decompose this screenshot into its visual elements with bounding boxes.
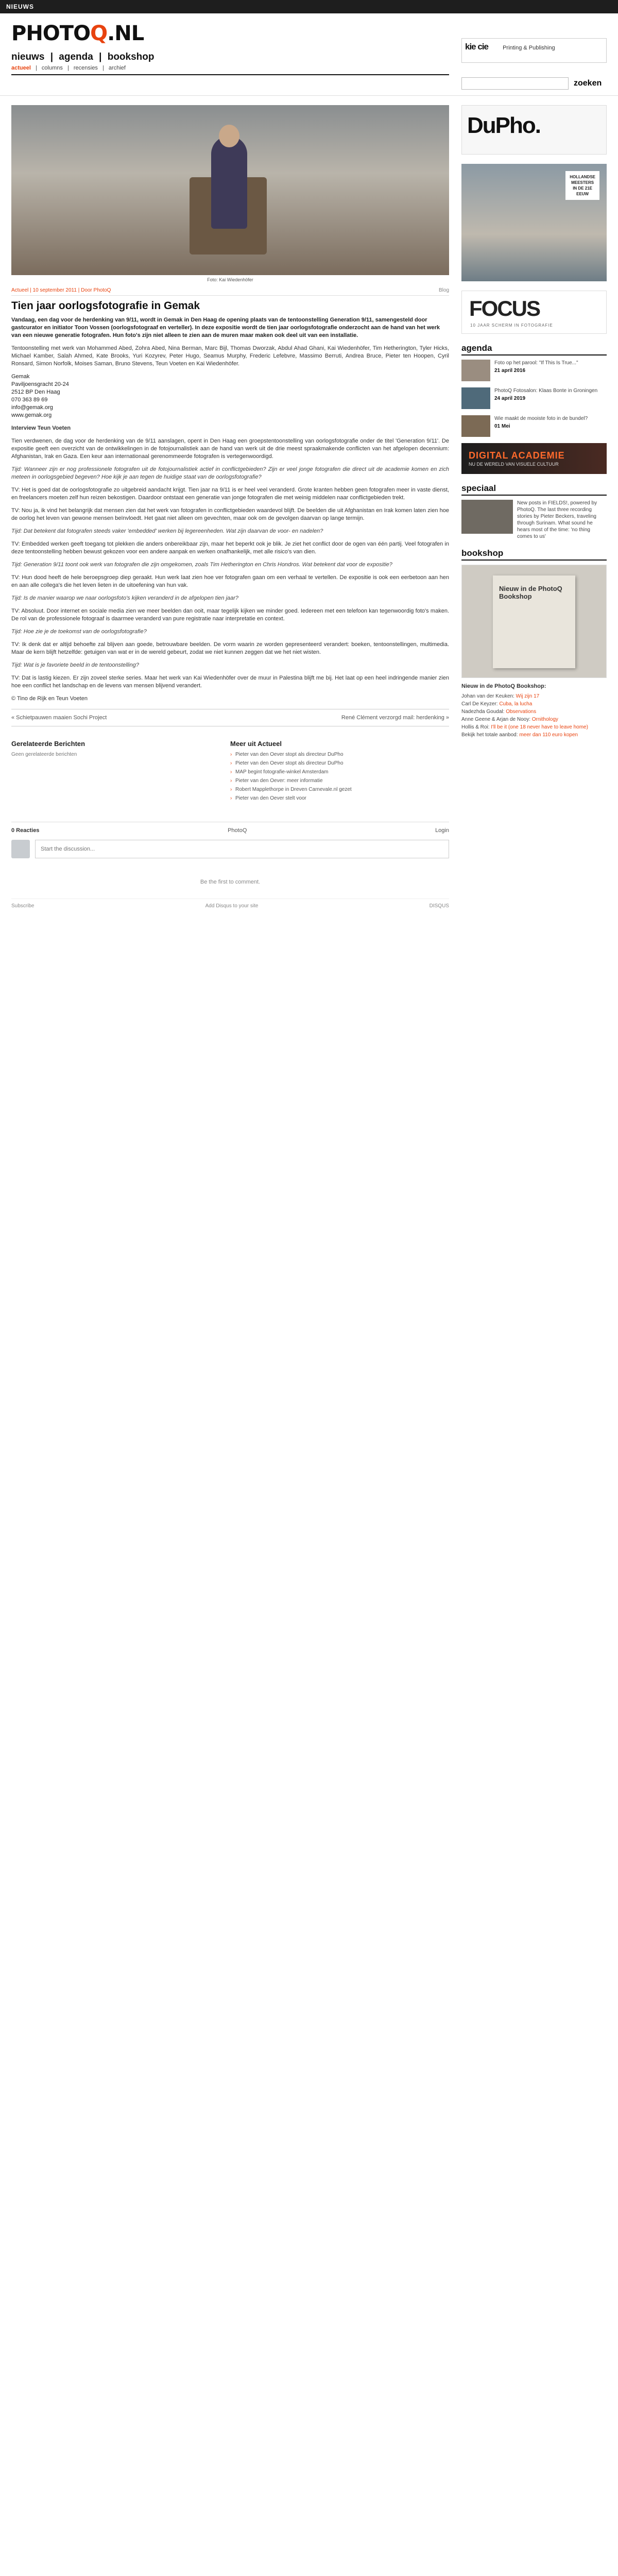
- agenda-item[interactable]: [461, 360, 607, 381]
- article-body: [11, 345, 449, 703]
- book-author: Carl De Keyzer:: [461, 701, 498, 707]
- logo-q: Q: [90, 22, 108, 45]
- site-header: [0, 13, 618, 96]
- agenda-date: 01 Mei: [494, 423, 510, 429]
- subnav-actueel[interactable]: actueel: [11, 65, 31, 71]
- article-paragraph: TV: Nou ja, ik vind het belangrijk dat mensen zien dat het werk van fotografen in conflictgebieden waardevol blijft. De beelden die uit Afghanistan en Irak komen laten zien hoe de oorlog het leven van gewone mensen beïnvloedt. Het gaat niet alleen om gevechten, maar ook om de gevolgen daarvan op lange termijn.: [11, 507, 449, 521]
- speciaal-thumb: [461, 500, 513, 534]
- book-item[interactable]: [461, 723, 607, 731]
- more-title: Meer uit Actueel: [230, 740, 282, 748]
- book-title[interactable]: Cuba, la lucha: [499, 701, 533, 707]
- book-item[interactable]: [461, 700, 607, 708]
- next-article-link[interactable]: René Clément verzorgd mail: herdenking »: [341, 715, 449, 721]
- agenda-text: [494, 360, 578, 381]
- ad-hollandse-meesters[interactable]: [461, 164, 607, 281]
- article-title: Tien jaar oorlogsfotografie in Gemak: [11, 300, 200, 312]
- header-promo[interactable]: [461, 38, 607, 63]
- agenda-text: [494, 387, 597, 409]
- article-paragraph: TV: Het is goed dat de oorlogsfotografie zo uitgebreid aandacht krijgt. Tien jaar na 9/11 is er heel veel veranderd. Grote kranten hebben geen fotografen meer in vaste dienst, en freelancers moeten zelf hun reizen bekostigen. Daardoor ontstaat een generatie van jonge fotografen die met weinig middelen naar conflictgebieden trekt.: [11, 487, 449, 501]
- ad-digital-title: DIGITAL ACADEMIE: [469, 450, 565, 461]
- book-author: Hollis & Roi:: [461, 724, 490, 730]
- agenda-thumb: [461, 387, 490, 409]
- nav-nieuws[interactable]: nieuws: [11, 52, 45, 62]
- ad-digital-academie[interactable]: [461, 443, 607, 474]
- comment-input[interactable]: [35, 840, 449, 858]
- venue-name: Gemak: [11, 374, 30, 380]
- comments-brand: PhotoQ: [228, 827, 247, 834]
- ad-focus-text: FOCUS: [469, 296, 540, 320]
- article-paragraph: TV: Ik denk dat er altijd behoefte zal blijven aan goede, betrouwbare beelden. De vorm waarin ze worden gepresenteerd verandert: boeken, tentoonstellingen, multimedia. Maar de kern blijft hetzelfde: getuigen van wat er in de wereld gebeurt, zodat we niet kunnen zeggen dat we het niet wisten.: [11, 641, 449, 655]
- article-signoff: © Tino de Rijk en Teun Voeten: [11, 696, 88, 702]
- article-question: Tijd: Generation 9/11 toont ook werk van fotografen die zijn omgekomen, zoals Tim Hetherington en Chris Hondros. Wat betekent dat voor de expositie?: [11, 562, 392, 568]
- book-author: Nadezhda Goudal:: [461, 709, 505, 715]
- sub-nav: [11, 65, 129, 71]
- article-paragraph: TV: Hun dood heeft de hele beroepsgroep diep geraakt. Hun werk laat zien hoe ver fotografen gaan om een verhaal te vertellen. De expositie is ook een eerbetoon aan hen en aan alle collega's die het leven lieten in de uitoefening van hun vak.: [11, 574, 449, 588]
- promo-name: kie cie: [465, 42, 488, 52]
- agenda-text: [494, 415, 588, 437]
- book-title[interactable]: Ornithology: [531, 717, 558, 722]
- article-question: Tijd: Is de manier waarop we naar oorlogsfoto's kijken veranderd in de afgelopen tien jaar?: [11, 595, 239, 601]
- more-list: [230, 752, 449, 801]
- venue-email[interactable]: info@gemak.org: [11, 404, 53, 411]
- ad-dupho[interactable]: [461, 105, 607, 155]
- comment-count: 0 Reacties: [11, 827, 40, 834]
- article-meta: [11, 287, 449, 296]
- bookshop-heading: bookshop: [461, 548, 607, 561]
- header-rule: [11, 74, 449, 75]
- logo-part-a: PHOTO: [11, 22, 91, 45]
- top-bar-label: NIEUWS: [6, 3, 34, 10]
- book-item[interactable]: [461, 731, 607, 739]
- comments-section: [11, 822, 449, 909]
- ad-hollandse-line: MEESTERS: [571, 180, 594, 185]
- agenda-title: PhotoQ Fotosalon: Klaas Bonte in Groningen: [494, 388, 598, 394]
- add-disqus-link[interactable]: Add Disqus to your site: [205, 903, 259, 909]
- site-logo[interactable]: [11, 22, 144, 45]
- more-item[interactable]: › Pieter van den Oever: meer informatie: [230, 778, 449, 784]
- page: [0, 13, 618, 2576]
- first-comment-note: Be the first to comment.: [200, 879, 261, 885]
- ad-digital-sub: NU DE WERELD VAN VISUELE CULTUUR: [469, 462, 559, 467]
- speciaal-item[interactable]: [461, 500, 607, 540]
- prev-article-link[interactable]: « Schietpauwen maaien Sochi Project: [11, 715, 107, 721]
- related-title: Gerelateerde Berichten: [11, 740, 85, 748]
- photo-caption: Foto: Kai Wiedenhöfer: [207, 277, 253, 282]
- agenda-thumb: [461, 360, 490, 381]
- subnav-separator: |: [35, 65, 37, 71]
- agenda-thumb: [461, 415, 490, 437]
- related-right: [230, 740, 449, 804]
- agenda-title: Wie maakt de mooiste foto in de bundel?: [494, 416, 588, 421]
- book-item[interactable]: [461, 692, 607, 700]
- venue-contact: [11, 373, 449, 419]
- article-question: Tijd: Hoe zie je de toekomst van de oorlogsfotografie?: [11, 629, 147, 635]
- photo-head-shape: [219, 125, 239, 147]
- agenda-heading: agenda: [461, 343, 607, 355]
- comment-compose: [11, 840, 449, 858]
- venue-website[interactable]: www.gemak.org: [11, 412, 52, 418]
- venue-phone: 070 363 89 69: [11, 397, 48, 403]
- article-paragraph: TV: Dat is lastig kiezen. Er zijn zoveel sterke series. Maar het werk van Kai Wiedenhöfer over de muur in Palestina blijft me bij. Het laat op een heel indringende manier zien hoe een conflict het landschap en de levens van mensen blijvend verandert.: [11, 675, 449, 689]
- bookshop-image[interactable]: [461, 565, 607, 678]
- book-title[interactable]: meer dan 110 euro kopen: [519, 732, 578, 738]
- logo-part-b: .NL: [107, 22, 144, 45]
- article-paragraph: Tien verdwenen, de dag voor de herdenking van de 9/11 aanslagen, opent in Den Haag een groepstentoonstelling van oorlogsfotografie onder de titel 'Generation 9/11'. De expositie geeft een overzicht van de ontwikkelingen in de fotojournalistiek aan de hand van werk uit de drie meest spraakmakende conflicten van het afgelopen decennium: Afghanistan, Irak en Gaza. Een keur aan internationaal gerenommeerde fotografen is vertegenwoordigd.: [11, 438, 449, 460]
- related-empty: Geen gerelateerde berichten: [11, 752, 77, 757]
- article-question: Tijd: Wat is je favoriete beeld in de tentoonstelling?: [11, 662, 139, 668]
- venue-address: Paviljoensgracht 20-24: [11, 381, 69, 387]
- book-author: Johan van der Keuken:: [461, 693, 514, 699]
- book-item[interactable]: [461, 716, 607, 723]
- ad-hollandse-box: [565, 171, 599, 200]
- ad-hollandse-line: IN DE 21E: [573, 186, 592, 191]
- book-title[interactable]: Wij zijn 17: [516, 693, 540, 699]
- more-item[interactable]: › Pieter van den Oever stopt als directeur DuPho: [230, 760, 449, 766]
- nav-separator: |: [99, 52, 102, 62]
- interview-heading: Interview Teun Voeten: [11, 425, 71, 431]
- main-content: [11, 105, 449, 909]
- book-cover: [493, 575, 575, 668]
- article-tag[interactable]: Blog: [438, 287, 449, 293]
- article-date: Actueel | 10 september 2011 | Door PhotoQ: [11, 287, 111, 293]
- more-item[interactable]: › Pieter van den Oever stelt voor: [230, 795, 449, 801]
- book-author: Anne Geene & Arjan de Nooy:: [461, 717, 530, 722]
- subnav-recensies[interactable]: recensies: [73, 65, 98, 71]
- subnav-separator: |: [67, 65, 69, 71]
- agenda-date: 21 april 2016: [494, 368, 526, 374]
- ad-hollandse-line: HOLLANDSE: [570, 175, 595, 179]
- disqus-logo[interactable]: DISQUS: [429, 903, 449, 909]
- disqus-bar: [11, 899, 449, 909]
- book-list: [461, 692, 607, 739]
- subnav-archief[interactable]: archief: [108, 65, 126, 71]
- main-nav: [11, 52, 158, 63]
- bookshop-subtitle: Nieuw in de PhotoQ Bookshop:: [461, 683, 546, 689]
- article-question: Tijd: Wanneer zijn er nog professionele fotografen uit de fotojournalistiek actief in conflictgebieden? Zijn er veel jonge fotografen die direct uit de academie komen en zich meteen in oorlogsgebied begeven? Hoe kijk je aan tegen de huidige staat van de oorlogsfotografie?: [11, 466, 449, 480]
- agenda-item[interactable]: [461, 415, 607, 437]
- book-item[interactable]: [461, 708, 607, 716]
- article-lead: Vandaag, een dag voor de herdenking van 9/11, wordt in Gemak in Den Haag de opening plaats van de tentoonstelling Generation 9/11, samengesteld door gastcurator en initiator Toon Vossen (oorlogsfotograaf en verteller). In deze expositie wordt de tien jaar oorlogsfotografie onderzocht aan de hand van het werk van een nieuwe generatie fotografen. Hun foto's zijn niet alleen te zien aan de muren maar maken ook deel uit van een installatie.: [11, 317, 440, 338]
- nav-separator: |: [50, 52, 54, 62]
- subnav-columns[interactable]: columns: [41, 65, 63, 71]
- photo-figure-shape: [211, 136, 247, 229]
- subscribe-link[interactable]: Subscribe: [11, 903, 35, 909]
- more-item[interactable]: › MAP begint fotografie-winkel Amsterdam: [230, 769, 449, 775]
- book-title[interactable]: Observations: [506, 709, 537, 715]
- article-paragraph: TV: Absoluut. Door internet en sociale media zien we meer beelden dan ooit, maar tegelijk kijken we minder goed. Iedereen met een telefoon kan tegenwoordig foto's maken. De rol van de professionele fotograaf is daarmee veranderd van pure registratie naar interpretatie en context.: [11, 608, 449, 622]
- login-link[interactable]: Login: [435, 827, 449, 834]
- agenda-item[interactable]: [461, 387, 607, 409]
- comments-header: [11, 827, 449, 834]
- article-paragraph: TV: Embedded werken geeft toegang tot plekken die anders onbereikbaar zijn, maar het beperkt ook je blik. Je ziet het conflict door de ogen van één partij. Veel fotografen in deze tentoonstelling hebben bewust gekozen voor een andere aanpak en werken onafhankelijk, met alle risico's van dien.: [11, 541, 449, 555]
- ad-focus-sub: 10 JAAR SCHERM IN FOTOGRAFIE: [470, 323, 553, 328]
- book-title[interactable]: I'll be it (one 18 never have to leave home): [491, 724, 588, 730]
- sidebar: [461, 105, 607, 739]
- avatar: [11, 840, 30, 858]
- more-item[interactable]: › Robert Mapplethorpe in Dreven Carnevale.nl gezet: [230, 787, 449, 792]
- related-section: [11, 740, 449, 804]
- book-author: Bekijk het totale aanbod:: [461, 732, 518, 738]
- venue-city: 2512 BP Den Haag: [11, 389, 60, 395]
- ad-focus[interactable]: [461, 291, 607, 334]
- article-photo: [11, 105, 449, 275]
- article-pager: [11, 709, 449, 726]
- top-bar: [0, 0, 618, 13]
- article-intro: Tentoonstelling met werk van Mohammed Abed, Zohra Abed, Nina Berman, Marc Bijl, Thomas Dworzak, Abdul Ahad Ghani, Kai Wiedenhöfer, Tim Hetherington, Tyler Hicks, Michael Kamber, Salah Ahmed, Kate Brooks, Yuri Kozyrev, Peter Hugo, Seamus Murphy, Frederic Lefebvre, Massimo Berruti, Andrea Bruce, Pieter ten Hoopen, Cyril Ronsard, Simon Norfolk, Moises Saman, Bruno Stevens, Teun Voeten en Kai Wiedenhöfer.: [11, 345, 449, 367]
- ad-dupho-text: DuPho.: [467, 113, 540, 138]
- search-button[interactable]: zoeken: [569, 77, 607, 90]
- more-item[interactable]: › Pieter van den Oever stopt als directeur DuPho: [230, 752, 449, 757]
- speciaal-text: New posts in FIELDS!, powered by PhotoQ. The last three recording stories by Pieter Beckers, traveling through Surinam. What sound he hears most of the time: 'no thing comes to us': [517, 500, 597, 539]
- agenda-title: Foto op het parool: "If This Is True...": [494, 360, 578, 366]
- related-left: [11, 740, 230, 804]
- ad-hollandse-line: EEUW: [576, 192, 589, 196]
- article-question: Tijd: Dat betekent dat fotografen steeds vaker 'embedded' werken bij legereenheden. Wat zijn daarvan de voor- en nadelen?: [11, 528, 323, 534]
- promo-printing: Printing & Publishing: [503, 45, 555, 52]
- subnav-separator: |: [102, 65, 104, 71]
- speciaal-heading: speciaal: [461, 483, 607, 496]
- agenda-date: 24 april 2019: [494, 396, 526, 401]
- search-box: [461, 77, 607, 90]
- search-input[interactable]: [461, 77, 569, 90]
- book-cover-title: Nieuw in de PhotoQ Bookshop: [499, 585, 562, 600]
- nav-bookshop[interactable]: bookshop: [107, 52, 154, 62]
- nav-agenda[interactable]: agenda: [59, 52, 93, 62]
